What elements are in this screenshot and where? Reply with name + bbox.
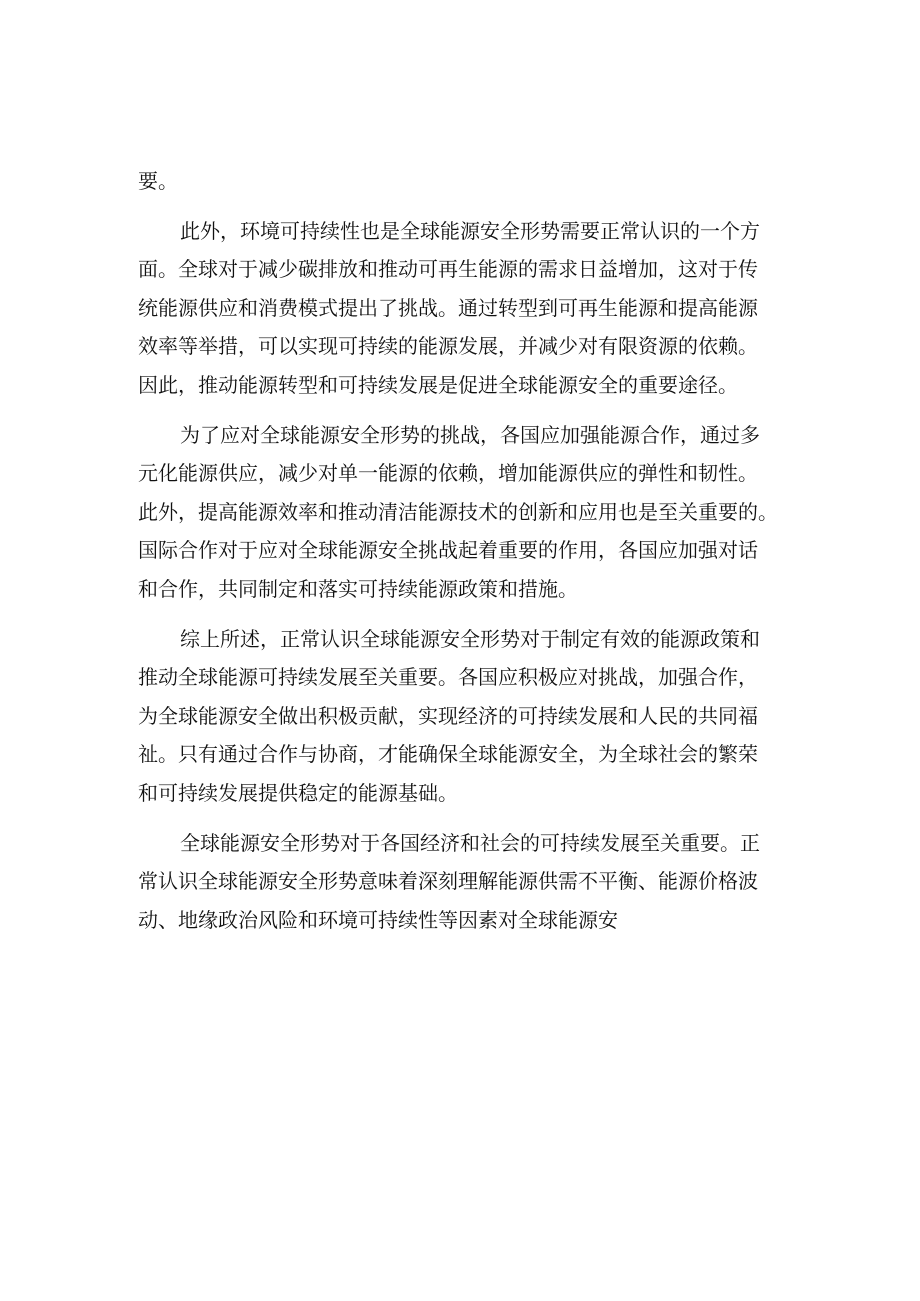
text-line: 此外，环境可持续性也是全球能源安全形势需要正常认识的一个方 — [180, 218, 760, 243]
paragraph-gap — [138, 813, 788, 824]
text-line: 和合作，共同制定和落实可持续能源政策和措施。 — [138, 576, 578, 601]
paragraph-gap — [138, 201, 788, 212]
paragraph-3 — [138, 416, 788, 609]
text-line: 全球能源安全形势对于各国经济和社会的可持续发展至关重要。正 — [180, 830, 760, 855]
text-line: 动、地缘政治风险和环境可持续性等因素对全球能源安 — [138, 907, 618, 932]
text-line: 为了应对全球能源安全形势的挑战，各国应加强能源合作，通过多 — [180, 422, 760, 447]
document-page — [138, 162, 788, 939]
text-line: 此外，提高能源效率和推动清洁能源技术的创新和应用也是至关重要的。 — [138, 499, 778, 524]
text-line: 综上所述，正常认识全球能源安全形势对于制定有效的能源政策和 — [180, 626, 760, 651]
text-line: 和可持续发展提供稳定的能源基础。 — [138, 780, 458, 805]
text-line: 面。全球对于减少碳排放和推动可再生能源的需求日益增加，这对于传 — [138, 257, 758, 282]
text-line: 祉。只有通过合作与协商，才能确保全球能源安全，为全球社会的繁荣 — [138, 742, 758, 767]
text-line: 要。 — [138, 169, 178, 193]
text-line: 为全球能源安全做出积极贡献，实现经济的可持续发展和人民的共同福 — [138, 703, 758, 728]
paragraph-1 — [138, 162, 788, 201]
paragraph-gap — [138, 609, 788, 620]
text-line: 常认识全球能源安全形势意味着深刻理解能源供需不平衡、能源价格波 — [138, 869, 758, 894]
text-line: 统能源供应和消费模式提出了挑战。通过转型到可再生能源和提高能源 — [138, 295, 758, 320]
paragraph-2 — [138, 212, 788, 405]
text-line: 推动全球能源可持续发展至关重要。各国应积极应对挑战，加强合作， — [138, 665, 758, 690]
text-line: 因此，推动能源转型和可持续发展是促进全球能源安全的重要途径。 — [138, 372, 738, 397]
paragraph-5 — [138, 824, 788, 940]
paragraph-4 — [138, 620, 788, 813]
text-line: 国际合作对于应对全球能源安全挑战起着重要的作用，各国应加强对话 — [138, 538, 758, 563]
text-line: 元化能源供应，减少对单一能源的依赖，增加能源供应的弹性和韧性。 — [138, 461, 758, 486]
paragraph-gap — [138, 405, 788, 416]
text-line: 效率等举措，可以实现可持续的能源发展，并减少对有限资源的依赖。 — [138, 334, 758, 359]
